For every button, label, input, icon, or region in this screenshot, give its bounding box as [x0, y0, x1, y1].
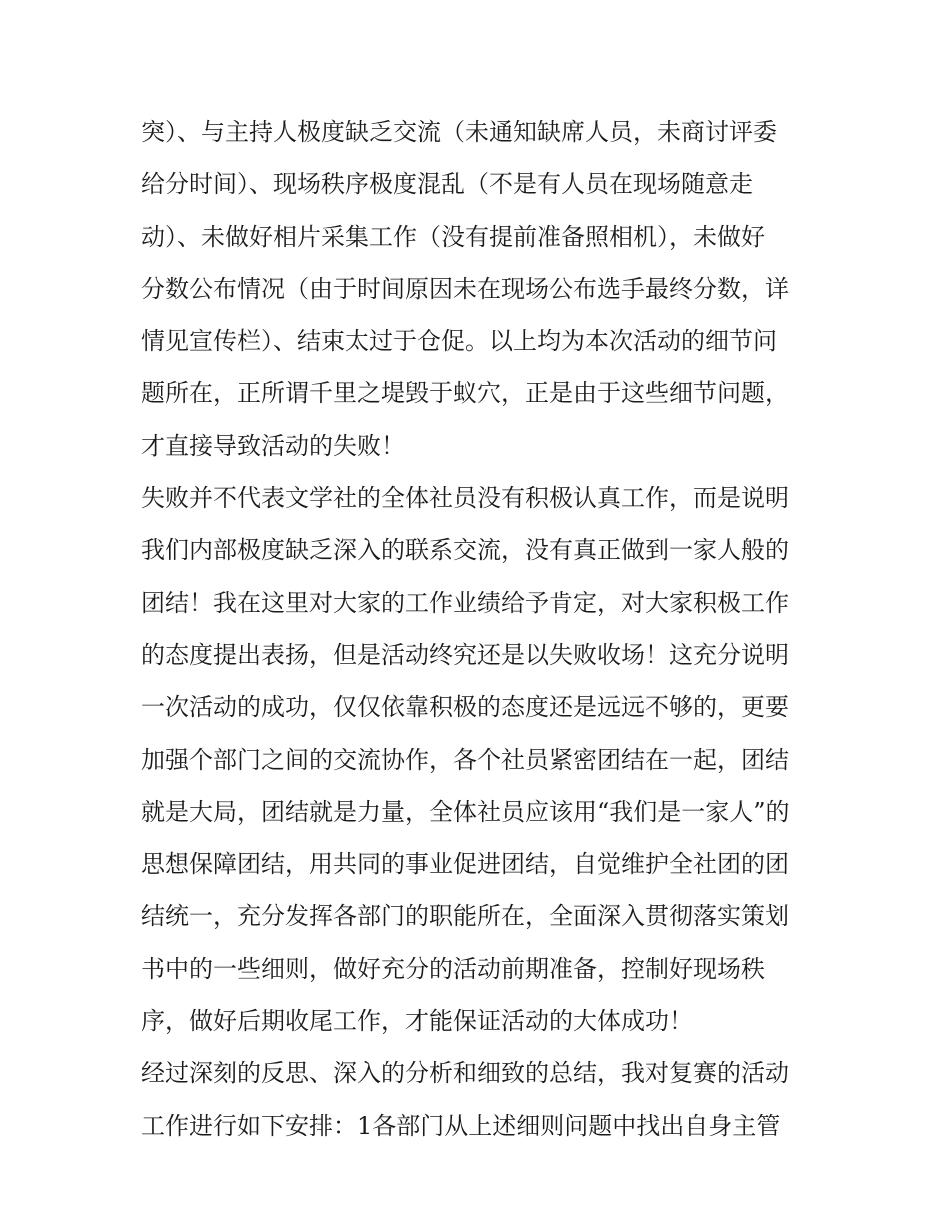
- text-line: 突）、与主持人极度缺乏交流（未通知缺席人员，未商讨评委: [141, 118, 777, 146]
- text-line: 思想保障团结，用共同的事业促进团结，自觉维护全社团的团: [141, 850, 789, 879]
- text-line: 给分时间）、现场秩序极度混乱（不是有人员在现场随意走: [141, 170, 753, 199]
- text-line: 就是大局，团结就是力量，全体社员应该用“我们是一家人”的: [141, 797, 790, 826]
- text-line: 一次活动的成功，仅仅依靠积极的态度还是远远不够的，更要: [141, 693, 789, 722]
- document-body: [141, 106, 813, 1152]
- text-line: 失败并不代表文学社的全体社员没有积极认真工作，而是说明: [141, 484, 789, 513]
- text-line: 分数公布情况（由于时间原因未在现场公布选手最终分数，详: [141, 274, 789, 303]
- text-line: 序，做好后期收尾工作，才能保证活动的大体成功！: [141, 1007, 693, 1036]
- text-line: 我们内部极度缺乏深入的联系交流，没有真正做到一家人般的: [141, 536, 789, 565]
- text-line: 书中的一些细则，做好充分的活动前期准备，控制好现场秩: [141, 954, 765, 983]
- text-line: 才直接导致活动的失败！: [141, 431, 405, 460]
- text-line: 团结！我在这里对大家的工作业绩给予肯定，对大家积极工作: [141, 588, 789, 617]
- text-line: 结统一，充分发挥各部门的职能所在，全面深入贯彻落实策划: [141, 902, 789, 931]
- text-line: 经过深刻的反思、深入的分析和细致的总结，我对复赛的活动: [141, 1059, 789, 1088]
- text-line: 动）、未做好相片采集工作（没有提前准备照相机），未做好: [141, 222, 765, 251]
- text-line: 题所在，正所谓千里之堤毁于蚁穴，正是由于这些细节问题，: [141, 379, 789, 408]
- text-line: 加强个部门之间的交流协作，各个社员紧密团结在一起，团结: [141, 745, 789, 774]
- text-line: 工作进行如下安排：1各部门从上述细则问题中找出自身主管: [141, 1111, 781, 1140]
- text-line: 情见宣传栏）、结束太过于仓促。以上均为本次活动的细节问: [141, 327, 777, 356]
- text-line: 的态度提出表扬，但是活动终究还是以失败收场！这充分说明: [141, 640, 789, 669]
